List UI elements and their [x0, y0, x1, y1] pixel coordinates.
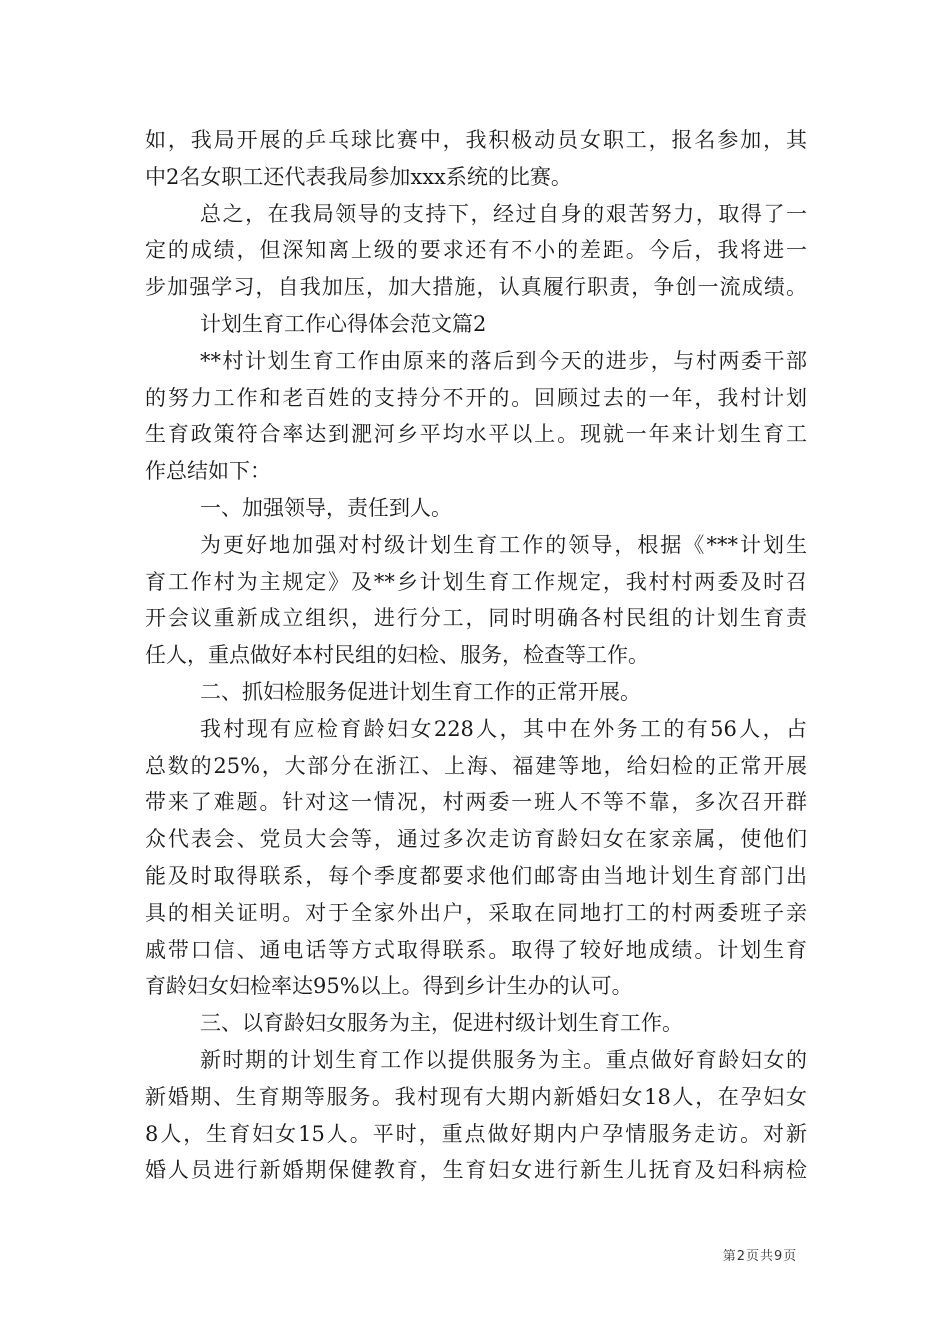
text-line: 作总结如下： — [145, 459, 271, 484]
text-line: 新婚期、生育期等服务。我村现有大期内新婚妇女18人，在孕妇女 — [145, 1084, 807, 1109]
heading-three: 三、以育龄妇女服务为主，促进村级计划生育工作。 — [200, 1011, 683, 1036]
section-title: 计划生育工作心得体会范文篇2 — [200, 311, 487, 336]
text-line: 婚人员进行新婚期保健教育，生育妇女进行新生儿抚育及妇科病检 — [145, 1158, 807, 1183]
text-line: 育龄妇女妇检率达95%以上。得到乡计生办的认可。 — [145, 974, 633, 999]
text-line: 带来了难题。针对这一情况，村两委一班人不等不靠，多次召开群 — [145, 790, 807, 815]
text-line: 的努力工作和老百姓的支持分不开的。回顾过去的一年，我村计划 — [145, 385, 807, 410]
text-line: 开会议重新成立组织，进行分工，同时明确各村民组的计划生育责 — [145, 606, 807, 631]
text-line: 育工作村为主规定》及**乡计划生育工作规定，我村村两委及时召 — [145, 569, 807, 594]
text-line: 步加强学习，自我加压，加大措施，认真履行职责，争创一流成绩。 — [145, 275, 807, 300]
text-line: 为更好地加强对村级计划生育工作的领导，根据《***计划生 — [200, 532, 807, 557]
heading-one: 一、加强领导，责任到人。 — [200, 495, 452, 520]
heading-two: 二、抓妇检服务促进计划生育工作的正常开展。 — [200, 679, 641, 704]
text-line: 戚带口信、通电话等方式取得联系。取得了较好地成绩。计划生育 — [145, 937, 807, 962]
text-line: 生育政策符合率达到淝河乡平均水平以上。现就一年来计划生育工 — [145, 422, 807, 447]
page-number-footer: 第2页共9页 — [722, 1249, 798, 1264]
text-line: 中2名女职工还代表我局参加xxx系统的比赛。 — [145, 164, 572, 189]
text-line: 能及时取得联系，每个季度都要求他们邮寄由当地计划生育部门出 — [145, 863, 807, 888]
text-line: 总之，在我局领导的支持下，经过自身的艰苦努力，取得了一 — [200, 201, 807, 226]
text-line: 8人，生育妇女15人。平时，重点做好期内户孕情服务走访。对新 — [145, 1121, 807, 1146]
text-line: 新时期的计划生育工作以提供服务为主。重点做好育龄妇女的 — [200, 1047, 807, 1072]
text-line: 我村现有应检育龄妇女228人，其中在外务工的有56人，占 — [200, 716, 807, 741]
text-line: 任人，重点做好本村民组的妇检、服务，检查等工作。 — [145, 643, 649, 668]
body-text — [145, 122, 807, 1189]
text-line: 总数的25%，大部分在浙江、上海、福建等地，给妇检的正常开展 — [145, 753, 807, 778]
text-line: **村计划生育工作由原来的落后到今天的进步，与村两委干部 — [200, 348, 807, 373]
text-line: 众代表会、党员大会等，通过多次走访育龄妇女在家亲属，使他们 — [145, 827, 807, 852]
text-line: 定的成绩，但深知离上级的要求还有不小的差距。今后，我将进一 — [145, 238, 807, 263]
text-line: 具的相关证明。对于全家外出户，采取在同地打工的村两委班子亲 — [145, 900, 807, 925]
text-line: 如，我局开展的乒乓球比赛中，我积极动员女职工，报名参加，其 — [145, 128, 807, 152]
